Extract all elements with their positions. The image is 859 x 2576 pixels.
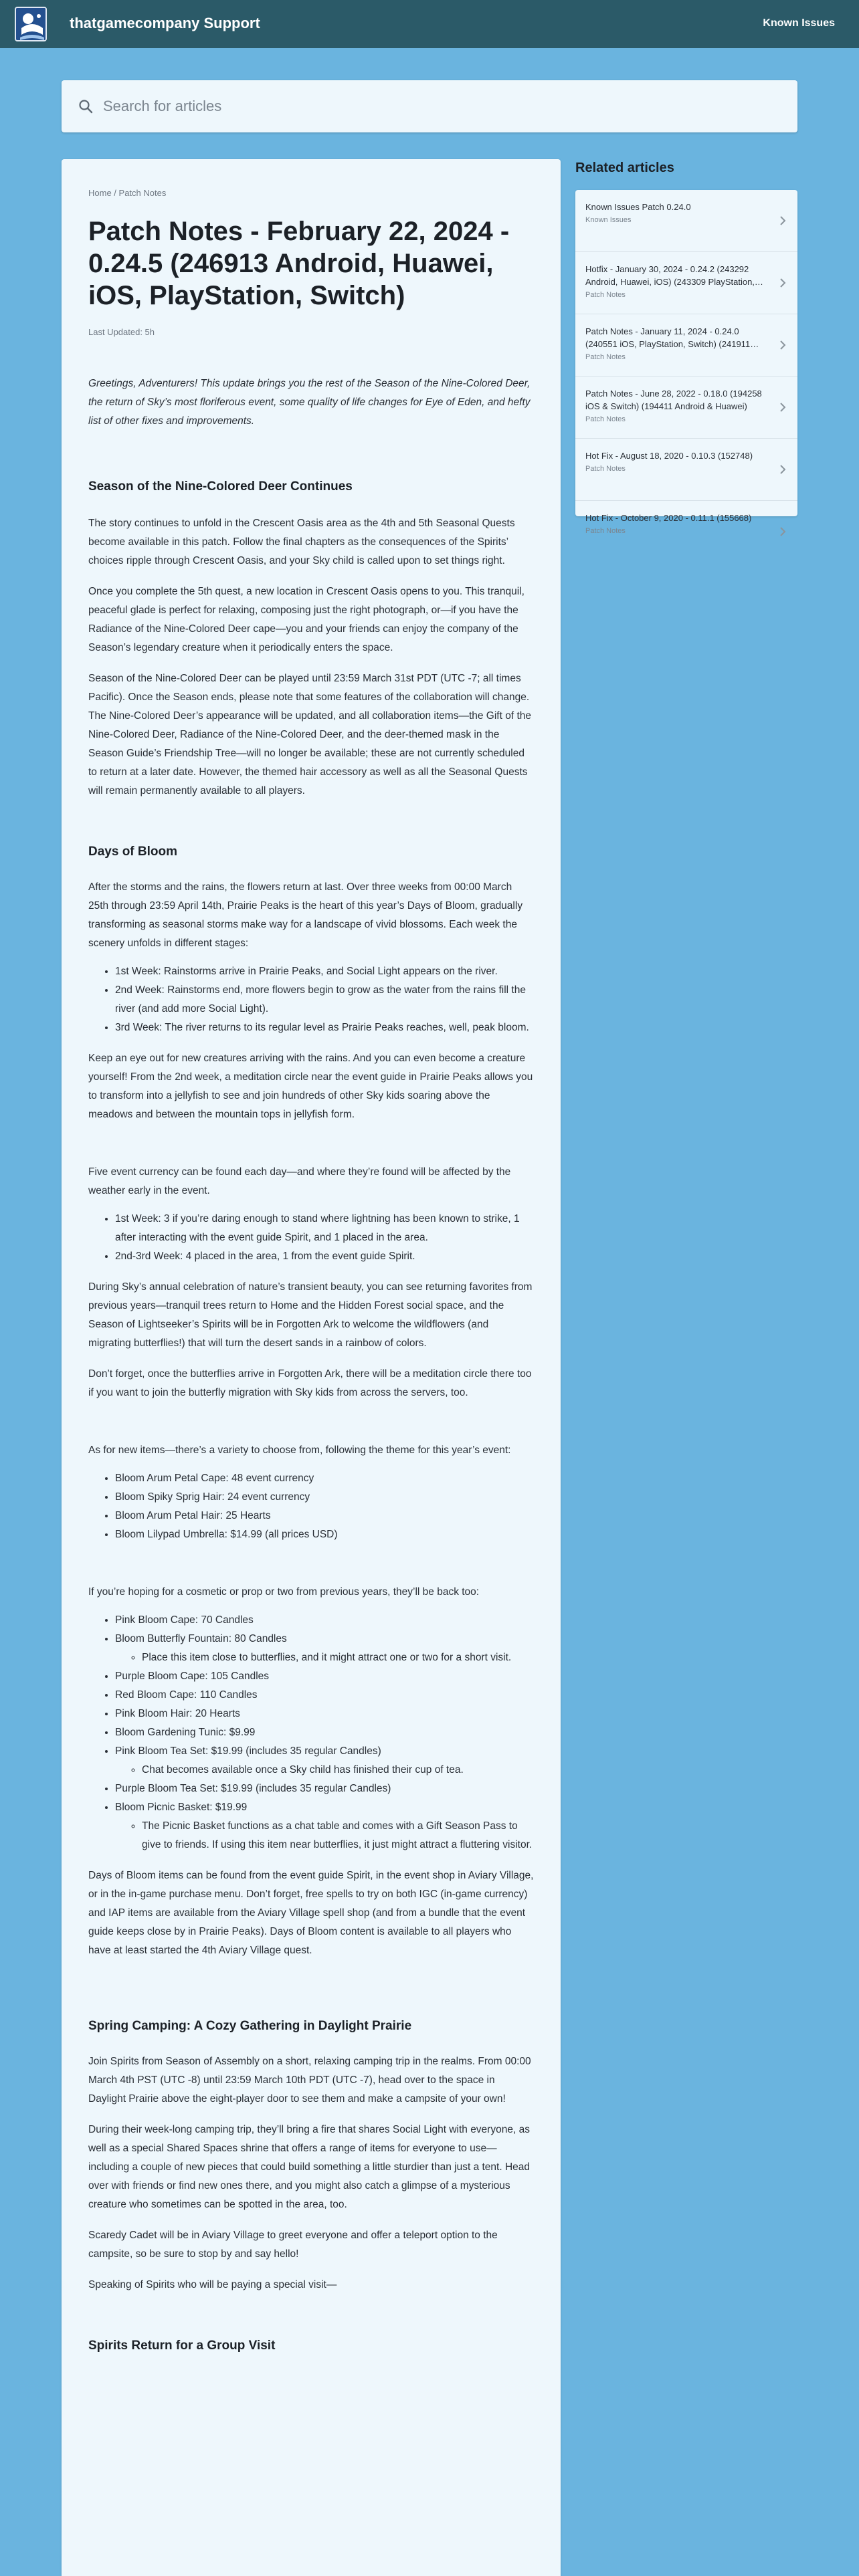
related-article-title[interactable]: Patch Notes - June 28, 2022 - 0.18.0 (194258 iOS & Switch) (194411 Android & Huawei) [585, 389, 762, 411]
list-item: • Bloom Arum Petal Hair: 25 Hearts [115, 1507, 534, 1525]
paragraph: Scaredy Cadet will be in Aviary Village to greet everyone and offer a teleport option to the campsite, so be sure to stop by and say hello! [88, 2230, 498, 2260]
related-article-item[interactable] [575, 314, 797, 377]
list-item-text: Pink Bloom Tea Set: $19.99 (includes 35 regular Candles) [115, 1745, 381, 1757]
paragraph: During Sky’s annual celebration of nature’s transient beauty, you can see returning favorites from previous years—tranquil trees return to Home and the Hidden Forest social space, and the Season of Lightseeker’s Spirits will be in Forgotten Ark to welcome the wildflowers (and migrating butterflies!) that will turn the desert sands in a rainbow of colors. [88, 1281, 533, 1349]
section-heading-spring-camping: Spring Camping: A Cozy Gathering in Daylight Prairie [88, 2019, 412, 2033]
paragraph: The story continues to unfold in the Crescent Oasis area as the 4th and 5th Seasonal Quests become available in this patch. Follow the final chapters as the consequences of the Spirits’ choices ripple through Crescent Oasis, and your Sky child is called upon to set things right. [88, 518, 515, 566]
sub-list-item: ◦ Place this item close to butterflies, and it might attract one or two for a short visit. [142, 1648, 534, 1667]
section-heading-spirits-return: Spirits Return for a Group Visit [88, 2339, 276, 2353]
list-item: • 1st Week: Rainstorms arrive in Prairie Peaks, and Social Light appears on the river. [115, 962, 534, 981]
search-box [62, 80, 797, 132]
related-article-item[interactable] [575, 377, 797, 439]
list-item: • Bloom Arum Petal Cape: 48 event currency [115, 1469, 534, 1488]
list-item-text: Bloom Picnic Basket: $19.99 [115, 1802, 248, 1813]
related-article-category: Patch Notes [585, 415, 626, 423]
breadcrumb [88, 188, 534, 198]
list-item: • Pink Bloom Cape: 70 Candles [115, 1611, 534, 1630]
paragraph: If you’re hoping for a cosmetic or prop or two from previous years, they’ll be back too: [88, 1586, 480, 1598]
list-item: • Bloom Lilypad Umbrella: $14.99 (all prices USD) [115, 1525, 534, 1544]
search-input[interactable] [103, 95, 772, 118]
paragraph: After the storms and the rains, the flowers return at last. Over three weeks from 00:00 March 25th through 23:59 April 14th, Prairie Peaks is the heart of this year’s Days of Bloom, gradually transforming as seasonal storms make way for a landscape of vivid blossoms. Each week the scenery unfolds in different stages: [88, 881, 523, 949]
chevron-right-icon [779, 278, 787, 288]
chevron-right-icon [779, 402, 787, 413]
article-card [62, 159, 561, 2576]
list-item: • Red Bloom Cape: 110 Candles [115, 1686, 534, 1705]
list-item: • 3rd Week: The river returns to its regular level as Prairie Peaks reaches, well, peak bloom. [115, 1018, 534, 1037]
chevron-right-icon [779, 340, 787, 350]
list-item [115, 1798, 534, 1854]
chevron-right-icon [779, 215, 787, 226]
related-article-category: Known Issues [585, 216, 632, 224]
known-issues-link[interactable]: Known Issues [763, 17, 835, 29]
related-article-title[interactable]: Hotfix - January 30, 2024 - 0.24.2 (243292 Android, Huawei, iOS) (243309 PlayStation, [585, 264, 755, 287]
paragraph: Join Spirits from Season of Assembly on a short, relaxing camping trip in the realms. From 00:00 March 4th PST (UTC -8) until 23:59 March 10th PDT (UTC -7), head over to the space in Daylight Prairie above the eight-player door to see them and make a campsite of your own! [88, 2056, 531, 2105]
related-article-title[interactable]: Known Issues Patch 0.24.0 [585, 202, 691, 212]
weeks-list [88, 962, 534, 1037]
list-item: • Purple Bloom Tea Set: $19.99 (includes 35 regular Candles) [115, 1780, 534, 1798]
search-icon [78, 98, 94, 114]
list-item-text: Bloom Butterfly Fountain: 80 Candles [115, 1633, 287, 1644]
related-articles-heading: Related articles [575, 160, 674, 175]
page-title: Patch Notes - February 22, 2024 - 0.24.5 (246913 Android, Huawei, iOS, PlayStation, Switch) [88, 217, 510, 310]
section-heading-days-of-bloom: Days of Bloom [88, 845, 178, 859]
top-bar [0, 0, 859, 48]
brand-title[interactable]: thatgamecompany Support [70, 15, 260, 31]
paragraph: Days of Bloom items can be found from the event guide Spirit, in the event shop in Aviary Village, or in the in-game purchase menu. Don’t forget, free spells to try on both IGC (in-game currency) and IAP items are available from the Aviary Village spell shop (and from a bundle that the event guide keeps close by in Prairie Peaks). Days of Bloom content is available to all players who have at least started the 4th Aviary Village quest. [88, 1870, 534, 1956]
list-item: • 1st Week: 3 if you’re daring enough to stand where lightning has been known to strike, 1 after interacting with the event guide Spirit, and 1 placed in the area. [115, 1210, 534, 1247]
paragraph: Don’t forget, once the butterflies arrive in Forgotten Ark, there will be a meditation circle there too if you want to join the butterfly migration with Sky kids from across the servers, too. [88, 1368, 532, 1398]
chevron-right-icon [779, 526, 787, 537]
related-article-category: Patch Notes [585, 353, 626, 361]
related-article-title[interactable]: Hot Fix - October 9, 2020 - 0.11.1 (155668) [585, 513, 752, 523]
related-article-title[interactable]: Patch Notes - January 11, 2024 - 0.24.0 (240551 iOS, PlayStation, Switch) (241911 [585, 326, 751, 349]
related-articles-list [575, 190, 797, 535]
breadcrumb-separator: / [111, 188, 119, 198]
related-article-item[interactable] [575, 501, 797, 563]
list-item: • Bloom Spiky Sprig Hair: 24 event currency [115, 1488, 534, 1507]
list-item: • Purple Bloom Cape: 105 Candles [115, 1667, 534, 1686]
paragraph: Five event currency can be found each day—and where they’re found will be affected by the weather early in the event. [88, 1166, 511, 1196]
paragraph: Once you complete the 5th quest, a new location in Crescent Oasis opens to you. This tranquil, peaceful glade is perfect for relaxing, composing just the right photograph, or—if you have the Radiance of the Nine-Colored Deer cape—you and your friends can enjoy the company of the Season’s legendary creature when it periodically enters the space. [88, 586, 524, 653]
article-intro: Greetings, Adventurers! This update brings you the rest of the Season of the Nine-Colored Deer, the return of Sky’s most floriferous event, some quality of life changes for Eye of Eden, and hefty list of other fixes and improvements. [88, 378, 531, 427]
related-article-category: Patch Notes [585, 465, 626, 473]
related-article-item[interactable] [575, 190, 797, 252]
list-item [115, 1742, 534, 1780]
breadcrumb-home[interactable]: Home [88, 188, 112, 198]
related-article-category: Patch Notes [585, 291, 626, 299]
last-updated: Last Updated: 5h [88, 327, 155, 337]
section-heading-nine-colored-deer: Season of the Nine-Colored Deer Continues [88, 479, 353, 494]
related-article-item[interactable] [575, 439, 797, 501]
related-article-category: Patch Notes [585, 527, 626, 535]
list-item: • 2nd-3rd Week: 4 placed in the area, 1 from the event guide Spirit. [115, 1247, 534, 1266]
sub-list-item: ◦ Chat becomes available once a Sky child has finished their cup of tea. [142, 1761, 534, 1780]
sky-logo-icon[interactable] [15, 7, 47, 41]
related-article-title[interactable]: Hot Fix - August 18, 2020 - 0.10.3 (152748) [585, 451, 753, 461]
paragraph: Keep an eye out for new creatures arriving with the rains. And you can even become a creature yourself! From the 2nd week, a meditation circle near the event guide in Prairie Peaks allows you to transform into a jellyfish to see and join hundreds of other Sky kids soaring above the meadows and between the mountain tops in jellyfish form. [88, 1053, 533, 1120]
paragraph: During their week-long camping trip, they’ll bring a fire that shares Social Light with everyone, as well as a special Shared Spaces shrine that offers a range of items for everyone to use—including a couple of new pieces that could build something a little sturdier than just a tent. Head over with friends or find new ones there, and you might also catch a glimpse of a mysterious creature who sometimes can be spotted in the area, too. [88, 2124, 531, 2210]
paragraph: As for new items—there’s a variety to choose from, following the theme for this year’s event: [88, 1444, 511, 1456]
list-item: • Pink Bloom Hair: 20 Hearts [115, 1705, 534, 1723]
sub-list-item: ◦ The Picnic Basket functions as a chat table and comes with a Gift Season Pass to give to friends. If using this item near butterflies, it just might attract a fluttering visitor. [142, 1817, 534, 1854]
list-item: • Bloom Gardening Tunic: $9.99 [115, 1723, 534, 1742]
list-item: • 2nd Week: Rainstorms end, more flowers begin to grow as the water from the rains fill the river (and add more Social Light). [115, 981, 534, 1018]
list-item [115, 1630, 534, 1667]
chevron-right-icon [779, 464, 787, 475]
breadcrumb-patch-notes[interactable]: Patch Notes [118, 188, 167, 198]
returning-items-list [88, 1611, 534, 1854]
new-items-list [88, 1469, 534, 1544]
related-article-item[interactable] [575, 252, 797, 314]
currency-list [88, 1210, 534, 1266]
paragraph: Season of the Nine-Colored Deer can be played until 23:59 March 31st PDT (UTC -7; all times Pacific). Once the Season ends, please note that some features of the collaboration will change. The Nine-Colored Deer’s appearance will be updated, and all collaboration items—the Gift of the Nine-Colored Deer, Radiance of the Nine-Colored Deer, and the deer-themed mask in the Season Guide’s Friendship Tree—will no longer be available; these are not currently scheduled to return at a later date. However, the themed hair accessory as well as all the Seasonal Quests will remain permanently available to all players. [88, 673, 531, 796]
paragraph: Speaking of Spirits who will be paying a special visit— [88, 2279, 337, 2290]
